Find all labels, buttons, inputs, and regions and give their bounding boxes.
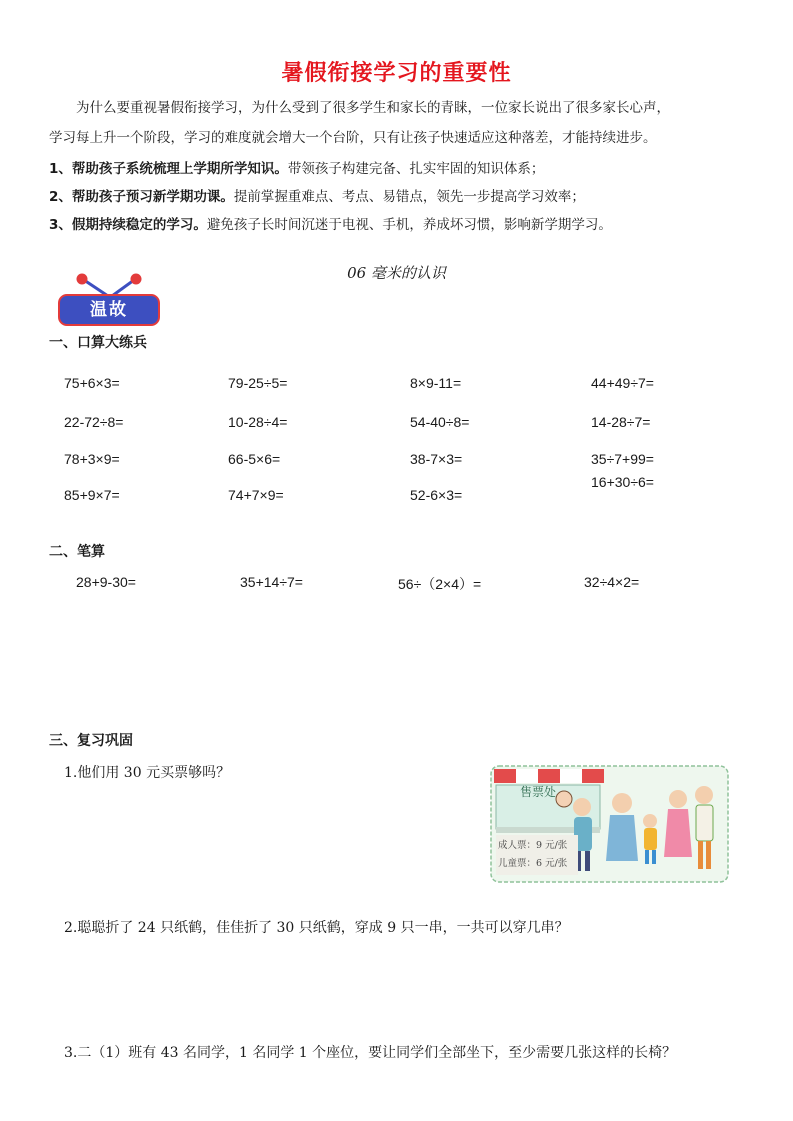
benefit-point-3 (49, 213, 612, 233)
calc-item: 16+30÷6= (591, 474, 654, 490)
booth-sign: 售票处 (520, 785, 557, 799)
calc-item: 44+49÷7= (591, 375, 654, 391)
benefit-point-2-lead: 2、帮助孩子预习新学期功课。 (49, 189, 234, 205)
benefit-point-2 (49, 185, 585, 205)
calc-item: 79-25÷5= (228, 375, 288, 391)
question-2: 2.聪聪折了 24 只纸鹤，佳佳折了 30 只纸鹤，穿成 9 只一串，一共可以穿几串？ (64, 920, 569, 936)
intro-line-1: 为什么要重视暑假衔接学习，为什么受到了很多学生和家长的青睐，一位家长说出了很多家长心声， (76, 100, 670, 116)
lesson-title: 06 毫米的认识 (347, 264, 446, 282)
calc-item: 66-5×6= (228, 451, 281, 467)
benefit-point-1-text: 带领孩子构建完备、扎实牢固的知识体系； (287, 161, 545, 177)
intro-line-2: 学习每上升一个阶段，学习的难度就会增大一个台阶，只有让孩子快速适应这种落差，才能持续进步。 (49, 130, 657, 146)
ticket-booth-illustration (490, 765, 729, 883)
calc-item: 74+7×9= (228, 487, 284, 503)
benefit-point-3-text: 避免孩子长时间沉迷于电视、手机，养成坏习惯，影响新学期学习。 (206, 217, 612, 233)
adult-ticket-price: 成人票：9 元/张 (498, 840, 568, 851)
written-calc-item: 28+9-30= (76, 574, 136, 590)
question-1: 1.他们用 30 元买票够吗？ (64, 765, 231, 781)
calc-item: 35÷7+99= (591, 451, 654, 467)
section-heading-mental-math: 一、口算大练兵 (49, 335, 147, 351)
calc-item: 10-28÷4= (228, 414, 288, 430)
calc-item: 54-40÷8= (410, 414, 470, 430)
written-calc-item: 32÷4×2= (584, 574, 640, 590)
benefit-point-1 (49, 157, 544, 177)
calc-item: 22-72÷8= (64, 414, 124, 430)
section-heading-review: 三、复习巩固 (49, 733, 133, 749)
calc-item: 38-7×3= (410, 451, 463, 467)
calc-item: 14-28÷7= (591, 414, 651, 430)
calc-item: 52-6×3= (410, 487, 463, 503)
page-title: 暑假衔接学习的重要性 (281, 61, 512, 86)
question-3: 3.二（1）班有 43 名同学，1 名同学 1 个座位，要让同学们全部坐下，至少需要几张这样的长椅？ (64, 1045, 677, 1061)
section-heading-written-calc: 二、笔算 (49, 544, 105, 560)
benefit-point-1-lead: 1、帮助孩子系统梳理上学期所学知识。 (49, 161, 288, 177)
calc-item: 8×9-11= (410, 375, 462, 391)
calc-item: 85+9×7= (64, 487, 120, 503)
calc-item: 75+6×3= (64, 375, 120, 391)
child-ticket-price: 儿童票：6 元/张 (498, 858, 568, 869)
written-calc-item: 56÷（2×4）= (398, 576, 482, 592)
benefit-point-3-lead: 3、假期持续稳定的学习。 (49, 217, 207, 233)
written-calc-item: 35+14÷7= (240, 574, 303, 590)
review-badge (58, 272, 162, 326)
benefit-point-2-text: 提前掌握重难点、考点、易错点，领先一步提高学习效率； (233, 189, 585, 205)
calc-item: 78+3×9= (64, 451, 120, 467)
badge-label: 温故 (90, 300, 128, 320)
